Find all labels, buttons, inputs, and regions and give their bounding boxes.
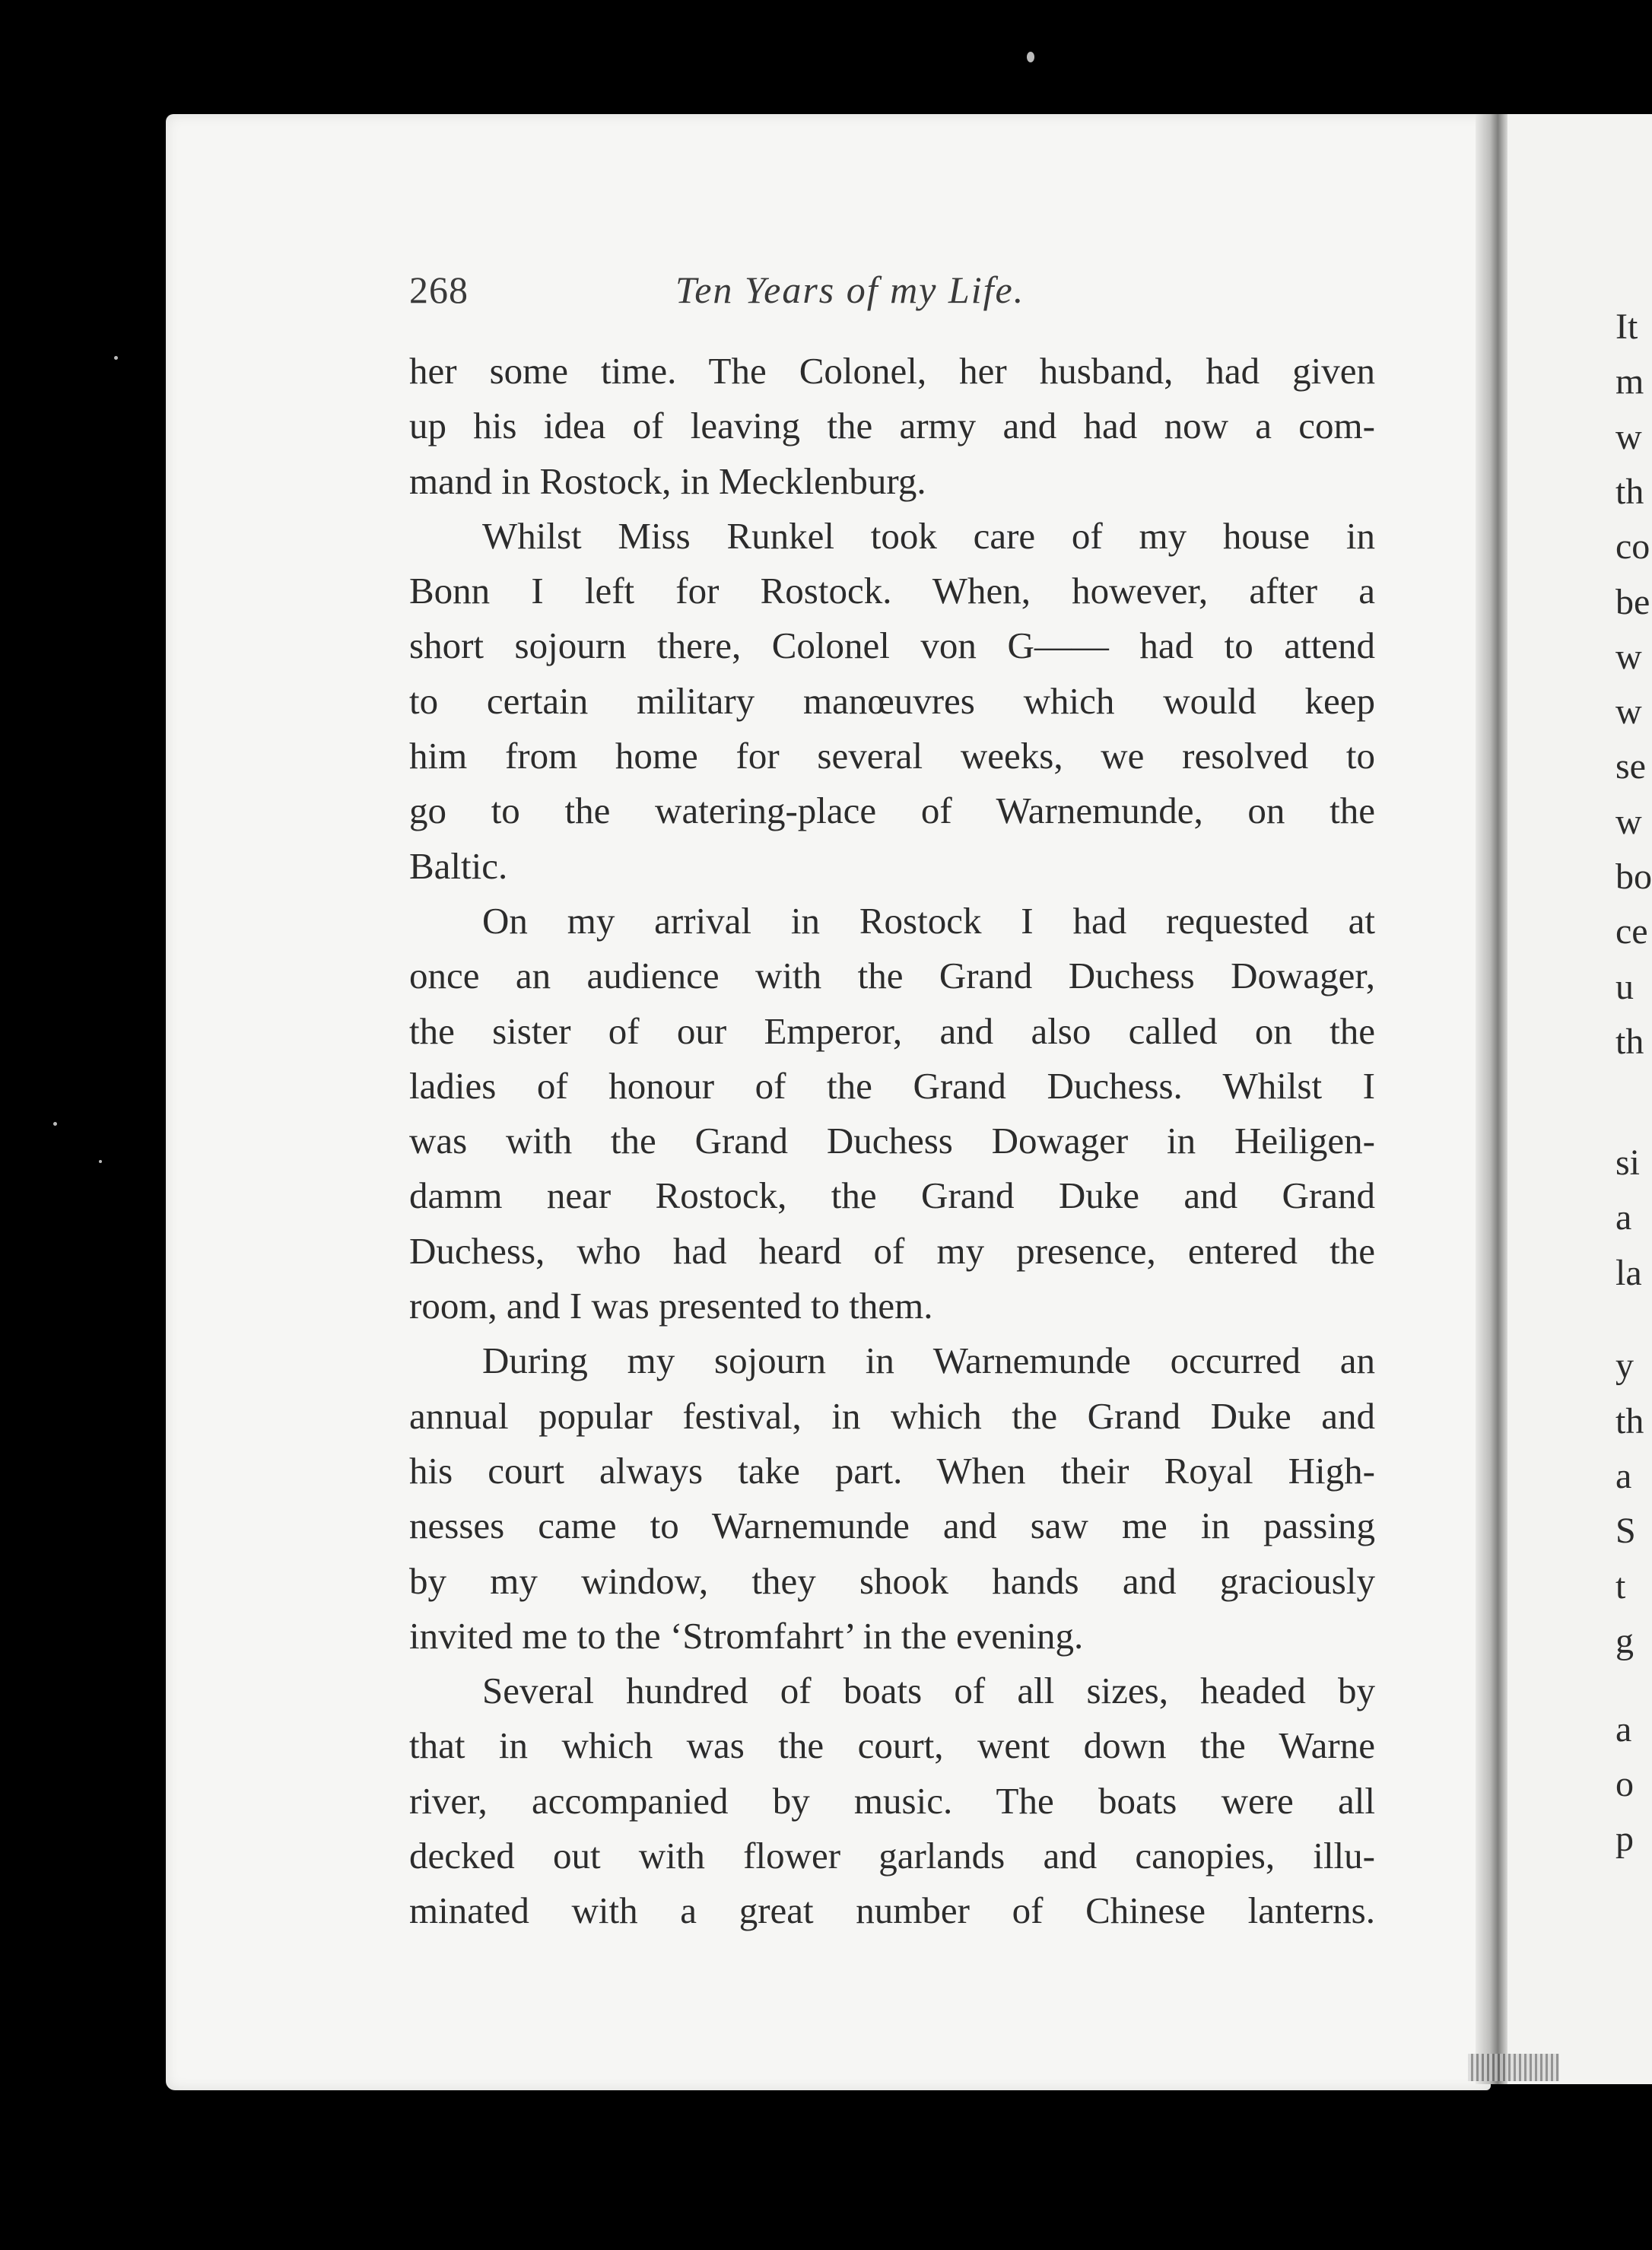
facing-page-fragment: g <box>1615 1620 1634 1661</box>
facing-page-fragment: m <box>1615 361 1644 402</box>
text-line: invited me to the ‘Stromfahrt’ in the evening. <box>409 1614 1084 1657</box>
text-line: river, accompanied by music. The boats were all <box>409 1779 1375 1822</box>
text-line: Whilst Miss Runkel took care of my house in <box>482 514 1375 557</box>
text-line: the sister of our Emperor, and also called on the <box>409 1009 1375 1052</box>
facing-page-fragment: u <box>1615 966 1634 1007</box>
text-line: decked out with flower garlands and canopies, illu- <box>409 1835 1375 1877</box>
facing-page-fragment: p <box>1615 1819 1634 1860</box>
text-line: up his idea of leaving the army and had now a com- <box>409 405 1375 447</box>
dust-speck <box>1027 52 1034 62</box>
dust-speck <box>99 1160 102 1163</box>
text-line: mand in Rostock, in Mecklenburg. <box>409 459 926 502</box>
text-line: was with the Grand Duchess Dowager in Heiligen- <box>409 1120 1375 1162</box>
text-line: ladies of honour of the Grand Duchess. Whilst I <box>409 1064 1375 1107</box>
dust-speck <box>53 1122 57 1126</box>
facing-page-fragment: w <box>1615 636 1642 677</box>
facing-page-fragment: co <box>1615 526 1650 567</box>
facing-page-fragment: th <box>1615 471 1644 512</box>
facing-page-fragment: It <box>1615 307 1638 347</box>
text-line: his court always take part. When their Royal High- <box>409 1449 1375 1492</box>
page-number: 268 <box>409 269 469 311</box>
text-line: by my window, they shook hands and graciously <box>409 1559 1375 1602</box>
text-line: damm near Rostock, the Grand Duke and Grand <box>409 1174 1375 1217</box>
facing-page-fragment: w <box>1615 801 1642 842</box>
book-gutter <box>1476 114 1507 2084</box>
facing-page-fragment: ce <box>1615 911 1648 952</box>
text-line: On my arrival in Rostock I had requested at <box>482 899 1375 942</box>
text-line: him from home for several weeks, we resolved to <box>409 735 1375 777</box>
text-line: short sojourn there, Colonel von G—— had to attend <box>409 624 1375 667</box>
facing-page-fragment: S <box>1615 1511 1636 1552</box>
running-title: Ten Years of my Life. <box>675 269 1025 311</box>
facing-page-fragment: a <box>1615 1197 1632 1238</box>
text-line: Duchess, who had heard of my presence, entered the <box>409 1229 1375 1272</box>
text-line: to certain military manœuvres which would keep <box>409 679 1375 722</box>
page-edge-texture <box>1468 2054 1559 2081</box>
facing-page-fragment: w <box>1615 691 1642 733</box>
facing-page-fragment: bo <box>1615 856 1652 897</box>
text-line: room, and I was presented to them. <box>409 1285 933 1327</box>
text-line: her some time. The Colonel, her husband, had given <box>409 350 1375 392</box>
facing-page-fragment: se <box>1615 746 1646 787</box>
text-line: During my sojourn in Warnemunde occurred an <box>482 1340 1375 1382</box>
text-line: nesses came to Warnemunde and saw me in passing <box>409 1505 1375 1547</box>
text-line: Bonn I left for Rostock. When, however, after a <box>409 570 1375 612</box>
facing-page-fragment: y <box>1615 1346 1634 1387</box>
facing-page-fragment: a <box>1615 1708 1632 1749</box>
text-line: Baltic. <box>409 844 508 887</box>
dust-speck <box>114 356 118 360</box>
text-line: go to the watering-place of Warnemunde, on the <box>409 790 1375 832</box>
facing-page-fragment: be <box>1615 581 1650 622</box>
page-header <box>409 268 1375 321</box>
facing-page-fragment: t <box>1615 1565 1626 1606</box>
facing-page-fragment: th <box>1615 1400 1644 1441</box>
text-line: that in which was the court, went down the Warne <box>409 1724 1375 1767</box>
facing-page-fragment: a <box>1615 1456 1632 1497</box>
text-line: Several hundred of boats of all sizes, headed by <box>482 1670 1375 1712</box>
text-line: annual popular festival, in which the Grand Duke and <box>409 1394 1375 1437</box>
text-line: once an audience with the Grand Duchess Dowager, <box>409 955 1375 997</box>
facing-page-fragment: th <box>1615 1021 1644 1062</box>
text-line: minated with a great number of Chinese lanterns. <box>409 1889 1375 1932</box>
facing-page-fragment: la <box>1615 1252 1642 1293</box>
facing-page-fragment: o <box>1615 1763 1634 1804</box>
body-text <box>409 344 1375 1939</box>
facing-page-fragment: si <box>1615 1142 1641 1183</box>
facing-page-fragment: w <box>1615 416 1642 457</box>
